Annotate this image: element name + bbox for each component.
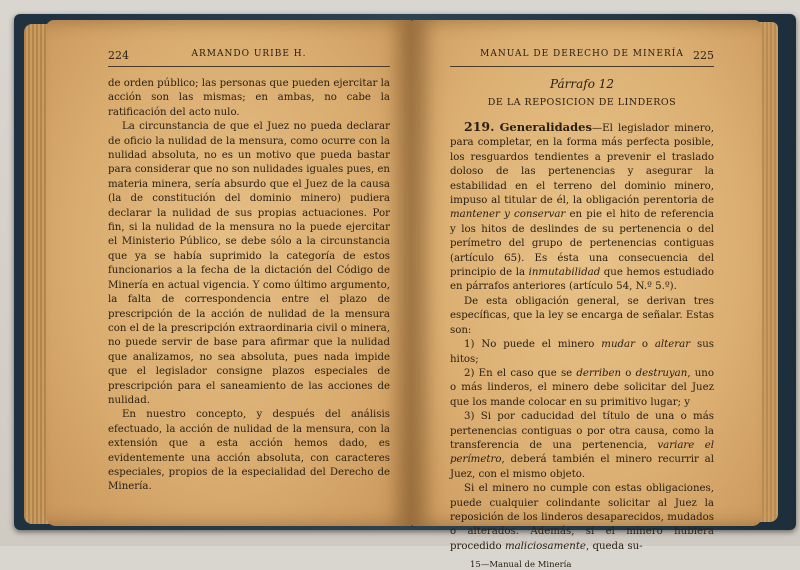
text-run: —El legislador minero, para completar, en la forma más perfecta posible, los resguardos tendientes a prevenir el traslado doloso de las pertenencias y asegurar la estabilidad en el terreno del dominio minero, impuso al titular de él, la obligación perentoria de <box>450 123 714 207</box>
text-run: 1) No puede el minero <box>464 339 602 351</box>
left-paragraph-2: La circunstancia de que el Juez no pueda declarar de oficio la nulidad de la mensura, como ocurre con la nulidad absoluta, no es un motivo que pueda bastar para considerar que no son nulidades iguales pues, en materia minera, sería absurdo que el Juez de la causa (la de constitución del dominio minero) pudiera declarar la nulidad de sus propias actuaciones. Por fin, si la nulidad de la mensura no la puede ejercitar el Ministerio Público, se debe sólo a la circunstancia que ya se había suprimido la categoría de estos funcionarios a la fecha de la dictación del Código de Minería en actual vigencia. Y como último argumento, la falta de correspondencia entre el plazo de prescripción de la acción de nulidad de la mensura con el de la prescripción extraordinaria civil o minera, no puede servir de base para afirmar que la nulidad que analizamos, no sea absoluta, pues nada impide que el legislador consigne plazos especiales de prescripción para el saneamiento de las acciones de nulidad. <box>108 121 390 406</box>
right-page-header <box>450 46 714 67</box>
left-page-header <box>108 46 390 67</box>
text-run: , deberá también el minero recurrir al Juez, con el mismo objeto. <box>450 454 714 480</box>
right-running-head: MANUAL DE DERECHO DE MINERÍA <box>480 49 684 59</box>
list-item-3 <box>450 410 714 482</box>
section-subtitle: DE LA REPOSICION DE LINDEROS <box>487 97 677 108</box>
left-page-number: 224 <box>108 49 129 62</box>
left-page <box>46 20 412 526</box>
text-run: o <box>621 367 636 379</box>
emphasis: derriben <box>576 367 622 379</box>
text-run: , queda su- <box>585 540 643 552</box>
list-item-2 <box>450 367 714 410</box>
emphasis: inmutabilidad <box>528 267 601 279</box>
right-page-number: 225 <box>693 49 714 62</box>
emphasis: mantener y conservar <box>450 209 566 221</box>
right-page <box>412 20 762 570</box>
article-heading: Generalidades <box>499 120 592 134</box>
text-run: 3) Si por caducidad del título de una o más pertenencias contiguas o por otra causa, como la transferencia de una pertenencia, <box>450 411 714 451</box>
left-running-head: ARMANDO URIBE H. <box>191 49 307 59</box>
text-run: o <box>634 339 655 351</box>
emphasis: mudar <box>601 339 635 351</box>
section-title: Párrafo 12 <box>549 77 615 91</box>
left-paragraph-1: de orden público; las personas que pueden ejercitar la acción son las mismas; en ambas, no cabe la ratificación del acto nulo. <box>108 78 390 118</box>
list-item-1 <box>450 338 714 367</box>
text-run: , uno o más linderos, el minero debe solicitar del Juez que los mande colocar en su primitivo lugar; y <box>450 367 714 408</box>
emphasis: variare el perímetro <box>450 439 714 466</box>
text-run: Si el minero no cumple con estas obligaciones, puede cualquier colindante solicitar al Juez la reposición de los linderos desaparecidos, mudados o alterados. Además, si el minero hubiera procedido <box>450 483 714 552</box>
article-paragraph-1 <box>450 120 714 295</box>
text-run: en pie el hito de referencia y los hitos de deslindes de su pertenencia o del perímetro del grupo de pertenencias contiguas (artículo 65). Es ésta una consecuencia del principio de la <box>450 209 714 279</box>
text-run: sus hitos; <box>450 339 714 365</box>
emphasis: alterar <box>654 339 691 351</box>
emphasis: destruyan <box>635 367 688 379</box>
article-number: 219. <box>464 119 495 134</box>
emphasis: maliciosamente <box>504 540 586 552</box>
text-run: 2) En el caso que se <box>464 367 577 379</box>
page-footer: 15—Manual de Minería <box>470 560 572 570</box>
left-paragraph-3: En nuestro concepto, y después del análisis efectuado, la acción de nulidad de la mensura, con la extensión que a esta acción hemos dado, es evidentemente una acción absoluta, con caracteres especiales, propios de la especialidad del Derecho de Minería. <box>108 409 390 493</box>
text-run: que hemos estudiado en párrafos anteriores (artículo 54, N.º 5.º). <box>450 267 715 293</box>
article-paragraph-2: De esta obligación general, se derivan tres específicas, que la ley se encarga de señalar. Estas son: <box>450 295 714 336</box>
article-paragraph-3 <box>450 482 714 554</box>
